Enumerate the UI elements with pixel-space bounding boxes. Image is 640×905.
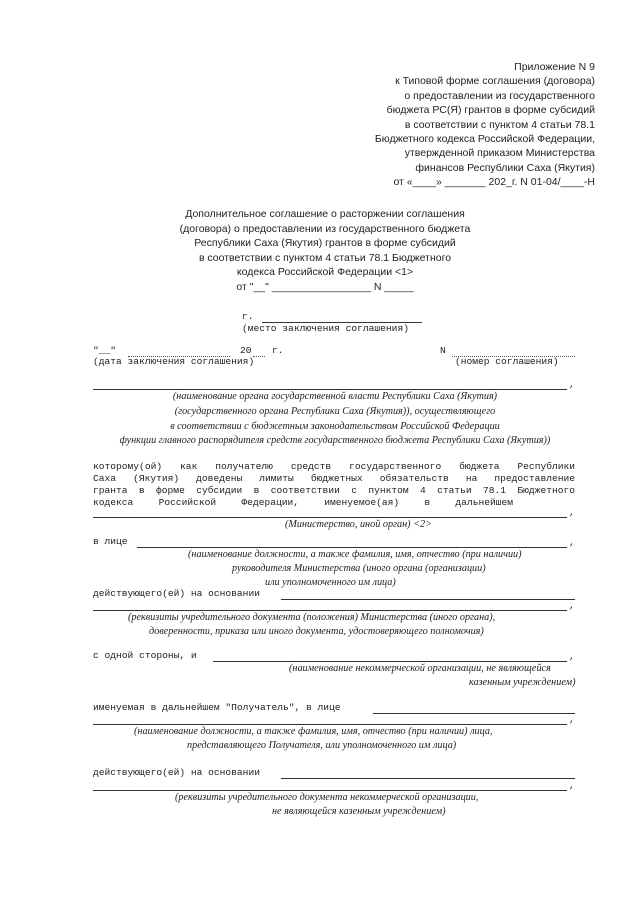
basis1-caption: (реквизиты учредительного документа (положения) Министерства (иного органа), (128, 612, 496, 623)
appendix-line: бюджета РС(Я) грантов в форме субсидий (386, 104, 595, 117)
receiver-caption: (наименование должности, а также фамилия, имя, отчество (при наличии) лица, (134, 726, 493, 737)
appendix-line: Приложение N 9 (514, 61, 595, 73)
title-line: кодекса Российской Федерации <1> (236, 266, 414, 279)
authority-caption: (государственного органа Республики Саха (Якутия)), осуществляющего (174, 406, 496, 417)
authority-caption: (наименование органа государственной власти Республики Саха (Якутия) (172, 391, 498, 402)
number-label: N (440, 345, 446, 356)
party-label: с одной стороны, и (93, 650, 197, 661)
title-line: от "__" _________________ N _____ (236, 280, 414, 293)
title-line: Республики Саха (Якутия) грантов в форме субсидий (194, 237, 456, 250)
authority-caption: в соответствии с бюджетным законодательством Российской Федерации (170, 421, 500, 432)
receiver-caption: представляющего Получателя, или уполномоченного им лица) (187, 740, 457, 751)
person-field[interactable] (137, 547, 567, 548)
party-caption: казенным учреждением) (469, 677, 576, 688)
appendix-line: от «____» _______ 202_г. N 01-04/____-Н (393, 176, 595, 189)
ministry-field[interactable] (93, 517, 567, 518)
person-label: в лице (93, 536, 128, 547)
date-year-suffix: г. (272, 345, 284, 356)
receiver-field-2[interactable] (93, 724, 567, 725)
basis2-field-1[interactable] (281, 778, 575, 779)
basis1-field-2[interactable] (93, 610, 567, 611)
basis2-caption: (реквизиты учредительного документа некоммерческой организации, (175, 792, 479, 803)
title-line: (договора) о предоставлении из государственного бюджета (179, 222, 471, 235)
authority-comma: , (569, 379, 575, 390)
recipient-line: кодекса Российской Федерации, именуемое(ая) в дальнейшем (93, 497, 513, 508)
place-caption: (место заключения соглашения) (242, 323, 409, 334)
appendix-line: о предоставлении из государственного (404, 89, 595, 102)
party-comma: , (569, 651, 575, 662)
person-comma: , (569, 537, 575, 548)
ministry-caption: (Министерство, иной орган) <2> (285, 519, 432, 530)
date-year-field[interactable] (253, 356, 265, 357)
basis2-comma: , (569, 780, 575, 791)
receiver-comma: , (569, 714, 575, 725)
appendix-line: в соответствии с пунктом 4 статьи 78.1 (404, 118, 595, 131)
date-caption: (дата заключения соглашения) (93, 356, 255, 367)
date-year: 20 (240, 345, 252, 356)
authority-caption: функции главного распорядителя средств государственного бюджета Республики Саха (Якутия)) (119, 435, 551, 446)
basis2-caption: не являющейся казенным учреждением) (272, 806, 446, 817)
basis1-caption: доверенности, приказа или иного документа, удостоверяющего полномочия) (149, 626, 484, 637)
recipient-line: Саха (Якутия) доведены лимиты бюджетных обязательств на предоставление (93, 473, 575, 484)
basis1-comma: , (569, 600, 575, 611)
title-line: в соответствии с пунктом 4 статьи 78.1 Бюджетного (198, 251, 452, 264)
basis2-field-2[interactable] (93, 790, 567, 791)
person-caption: руководителя Министерства (иного органа (организации) (232, 563, 486, 574)
date-day: "__" (93, 345, 117, 356)
party-field[interactable] (213, 661, 567, 662)
receiver-field-1[interactable] (373, 713, 575, 714)
number-caption: (номер соглашения) (455, 356, 559, 367)
appendix-line: Бюджетного кодекса Российской Федерации, (374, 133, 595, 146)
party-caption: (наименование некоммерческой организации, не являющейся (289, 663, 551, 674)
person-caption: (наименование должности, а также фамилия, имя, отчество (при наличии) (188, 549, 522, 560)
ministry-comma: , (569, 507, 575, 518)
basis2-label: действующего(ей) на основании (93, 767, 260, 778)
appendix-line: финансов Республики Саха (Якутия) (415, 161, 595, 174)
recipient-line: гранта в форме субсидии в соответствии с пунктом 4 статьи 78.1 Бюджетного (93, 485, 575, 496)
recipient-line: которому(ой) как получателю средств государственного бюджета Республики (93, 461, 575, 472)
authority-field[interactable] (93, 389, 567, 390)
appendix-block (320, 60, 595, 190)
person-caption: или уполномоченного им лица) (265, 577, 396, 588)
receiver-label: именуемая в дальнейшем "Получатель", в лице (93, 702, 341, 713)
basis1-field-1[interactable] (281, 599, 575, 600)
appendix-line: утвержденной приказом Министерства (404, 147, 595, 160)
place-prefix: г. (242, 311, 254, 322)
basis1-label: действующего(ей) на основании (93, 588, 260, 599)
document-title (160, 207, 490, 295)
appendix-line: к Типовой форме соглашения (договора) (395, 75, 595, 88)
title-line: Дополнительное соглашение о расторжении соглашения (185, 208, 465, 220)
